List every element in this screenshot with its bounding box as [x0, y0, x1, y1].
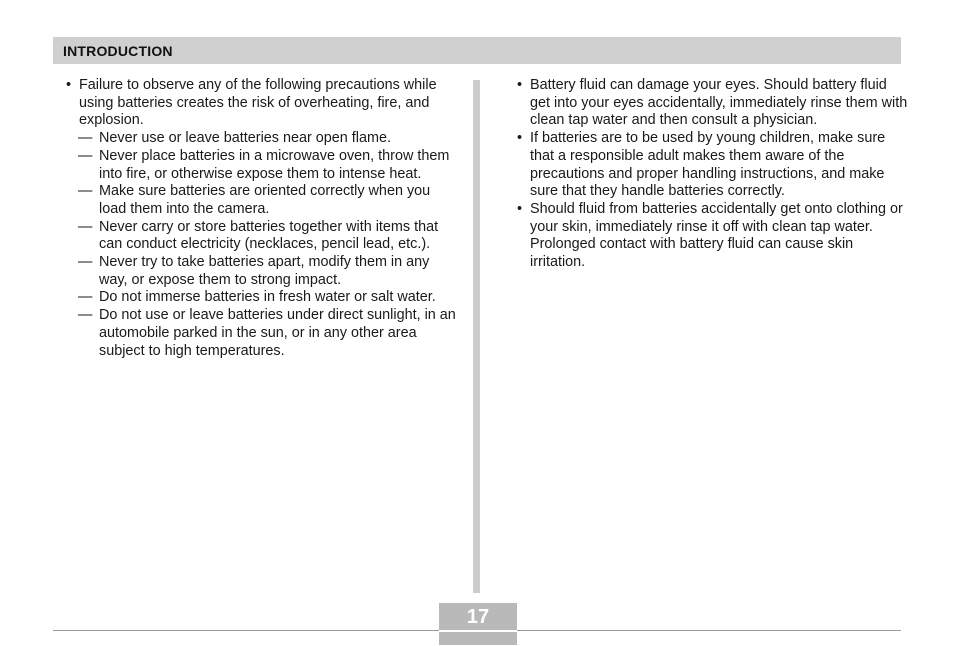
dash-item: — Never place batteries in a microwave oven, throw them into fire, or otherwise expose them to intense heat.: [78, 148, 456, 183]
right-bullet-list: [517, 77, 909, 272]
dash-item: — Never use or leave batteries near open flame.: [78, 130, 456, 148]
page-number: 17: [466, 606, 490, 628]
dash-item: — Never carry or store batteries together with items that can conduct electricity (necklaces, pencil lead, etc.).: [78, 219, 456, 254]
dash-item: — Do not immerse batteries in fresh water or salt water.: [78, 289, 456, 307]
page-box-band: [439, 630, 517, 632]
bullet-item: [66, 77, 456, 360]
left-column: [66, 77, 456, 360]
bullet-text: Failure to observe any of the following precautions while using batteries creates the risk of overheating, fire, and explosion.: [79, 77, 437, 129]
page-number-box: [439, 603, 517, 645]
left-bullet-list: [66, 77, 456, 360]
right-column: [517, 77, 909, 272]
dash-list: [78, 130, 456, 360]
dash-item: — Do not use or leave batteries under direct sunlight, in an automobile parked in the sun, or in any other area subject to high temperatures.: [78, 307, 456, 360]
section-title: INTRODUCTION: [63, 43, 173, 59]
section-header-bar: [53, 37, 901, 64]
dash-item: — Make sure batteries are oriented correctly when you load them into the camera.: [78, 183, 456, 218]
bullet-item: • Should fluid from batteries accidentally get onto clothing or your skin, immediately rinse it off with clean tap water. Prolonged contact with battery fluid can cause skin irritation.: [517, 201, 909, 272]
dash-item: — Never try to take batteries apart, modify them in any way, or expose them to strong impact.: [78, 254, 456, 289]
column-divider: [473, 80, 480, 593]
bullet-item: • If batteries are to be used by young children, make sure that a responsible adult makes them aware of the precautions and proper handling instructions, and make sure that they handle batteries correctly.: [517, 130, 909, 201]
bullet-item: • Battery fluid can damage your eyes. Should battery fluid get into your eyes accidentally, immediately rinse them with clean tap water and then consult a physician.: [517, 77, 909, 130]
